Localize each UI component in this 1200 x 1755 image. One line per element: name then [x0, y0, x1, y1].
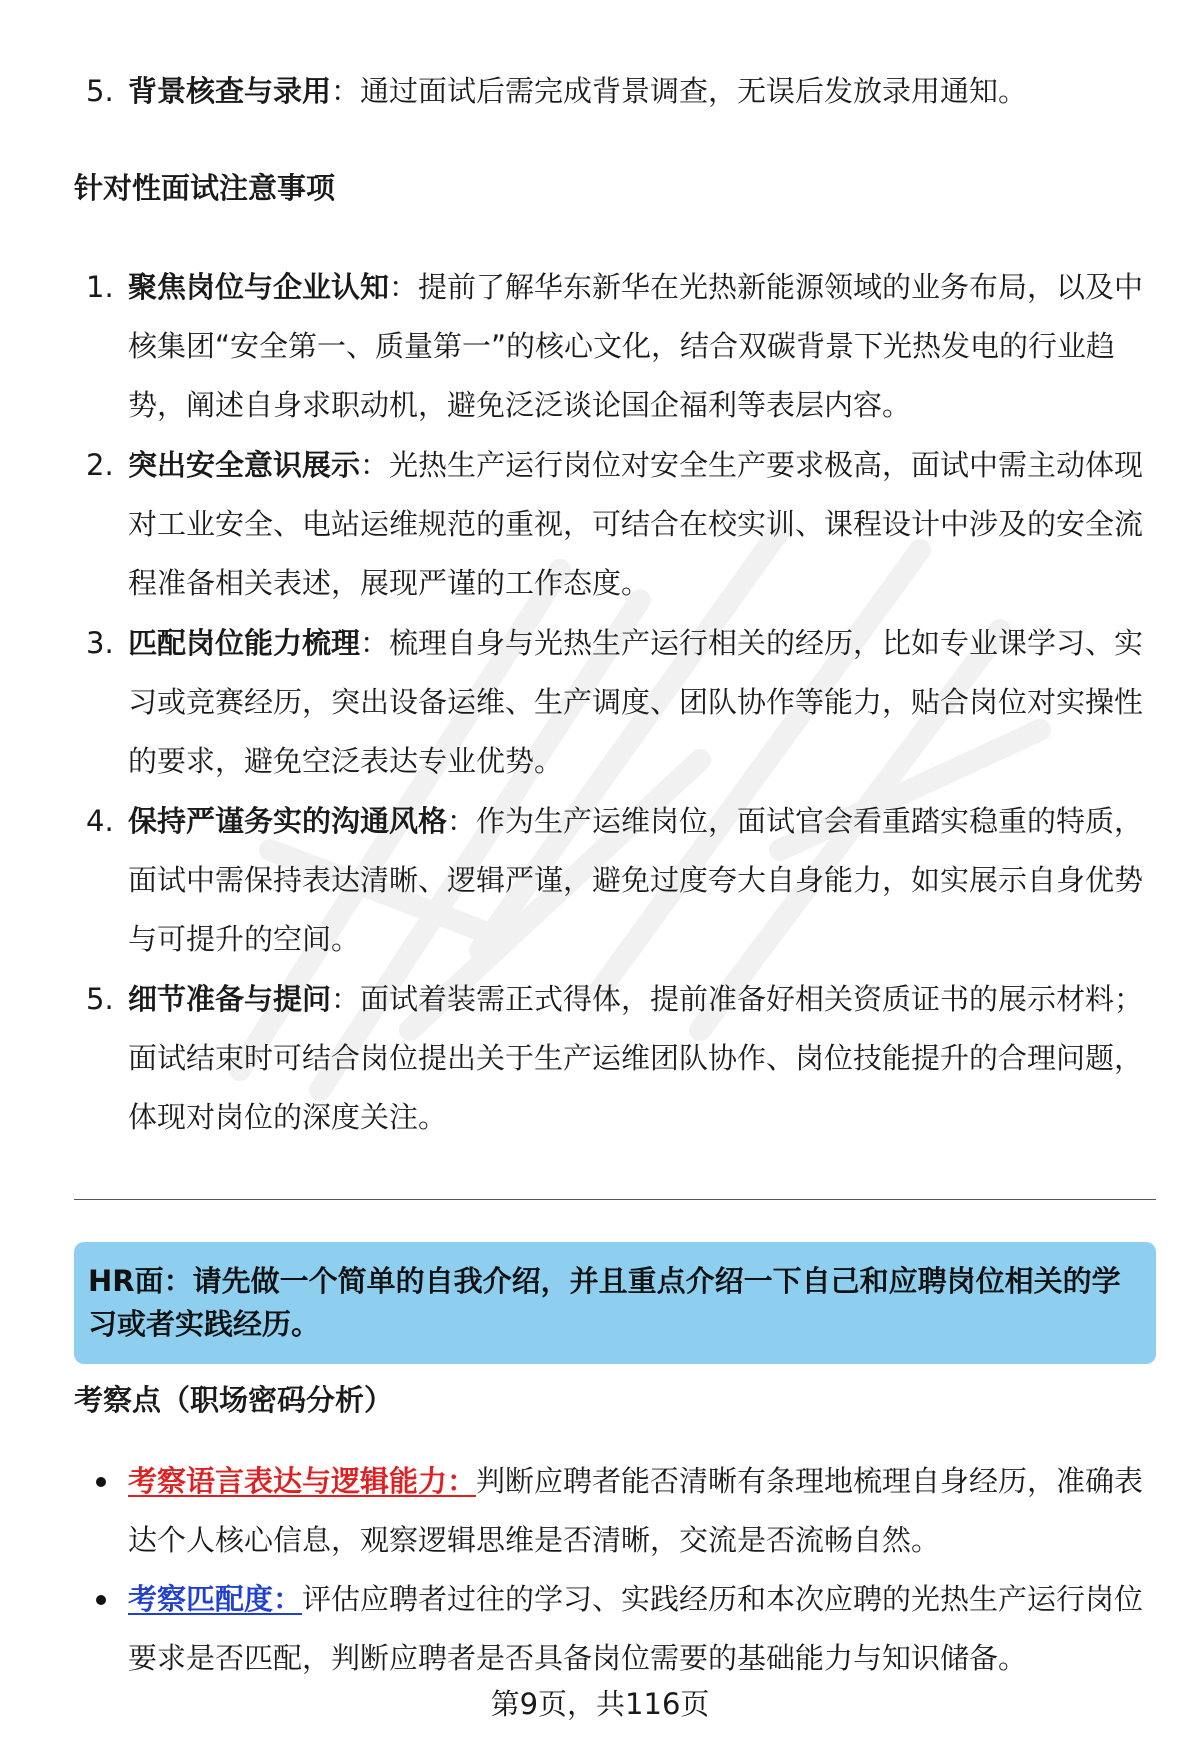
bullet-body: [128, 1570, 1146, 1688]
list-item-text: ：梳理自身与光热生产运行相关的经历，比如专业课学习、实习或竞赛经历，突出设备运维、生产调度、团队协作等能力，贴合岗位对实操性的要求，避免空泛表达专业优势。: [128, 626, 1144, 778]
list-body: [128, 792, 1146, 969]
list-body: [128, 436, 1146, 613]
list-number: 4.: [86, 804, 114, 838]
list-number: 2.: [86, 448, 114, 482]
list-item-title: 匹配岗位能力梳理: [128, 626, 361, 660]
list-item: [86, 970, 1146, 1147]
hr-question-text: HR面：请先做一个简单的自我介绍，并且重点介绍一下自己和应聘岗位相关的学习或者实践经历。: [88, 1264, 1121, 1341]
bullet-dot-icon: [96, 1595, 106, 1605]
bullet-item: [96, 1570, 1146, 1688]
list-item-text: ：面试着装需正式得体，提前准备好相关资质证书的展示材料；面试结束时可结合岗位提出关于生产运维团队协作、岗位技能提升的合理问题，体现对岗位的深度关注。: [128, 982, 1144, 1134]
list-number: 5.: [86, 982, 114, 1016]
list-item: [86, 614, 1146, 791]
list-body: [128, 614, 1146, 791]
list-item-title: 聚焦岗位与企业认知: [128, 270, 390, 304]
bullet-body: [128, 1452, 1146, 1570]
list-number: 1.: [86, 270, 114, 304]
analysis-heading: 考察点（职场密码分析）: [74, 1383, 394, 1417]
bullet-dot-icon: [96, 1477, 106, 1487]
list-number: 3.: [86, 626, 114, 660]
section-divider: [74, 1199, 1156, 1200]
list-item-text: ：通过面试后需完成背景调查，无误后发放录用通知。: [331, 74, 1028, 108]
bullet-key: 考察匹配度：: [128, 1582, 303, 1616]
list-item: [86, 436, 1146, 613]
bullet-text: 评估应聘者过往的学习、实践经历和本次应聘的光热生产运行岗位要求是否匹配，判断应聘者是否具备岗位需要的基础能力与知识储备。: [128, 1582, 1144, 1675]
bullet-key: 考察语言表达与逻辑能力：: [128, 1464, 477, 1498]
list-item-text: ：作为生产运维岗位，面试官会看重踏实稳重的特质，面试中需保持表达清晰、逻辑严谨，避免过度夸大自身能力，如实展示自身优势与可提升的空间。: [128, 804, 1144, 956]
list-item: [86, 258, 1146, 435]
list-body: [128, 970, 1146, 1147]
page-footer: 第9页，共116页: [490, 1687, 710, 1721]
list-item-title: 保持严谨务实的沟通风格: [128, 804, 448, 838]
process-step-5: [86, 62, 1146, 121]
list-body: [128, 258, 1146, 435]
list-item-title: 背景核查与录用: [128, 74, 332, 108]
section-heading: 针对性面试注意事项: [74, 171, 336, 205]
list-item-text: ：光热生产运行岗位对安全生产要求极高，面试中需主动体现对工业安全、电站运维规范的重视，可结合在校实训、课程设计中涉及的安全流程准备相关表述，展现严谨的工作态度。: [128, 448, 1144, 600]
bullet-text: 判断应聘者能否清晰有条理地梳理自身经历，准确表达个人核心信息，观察逻辑思维是否清晰，交流是否流畅自然。: [128, 1464, 1144, 1557]
list-item-text: ：提前了解华东新华在光热新能源领域的业务布局，以及中核集团“安全第一、质量第一”的核心文化，结合双碳背景下光热发电的行业趋势，阐述自身求职动机，避免泛泛谈论国企福利等表层内容。: [128, 270, 1144, 422]
list-body: [128, 62, 1146, 121]
list-number: 5.: [86, 74, 114, 108]
bullet-item: [96, 1452, 1146, 1570]
list-item-title: 突出安全意识展示: [128, 448, 361, 482]
list-item: [86, 792, 1146, 969]
hr-question-box: [74, 1242, 1156, 1364]
list-item-title: 细节准备与提问: [128, 982, 332, 1016]
